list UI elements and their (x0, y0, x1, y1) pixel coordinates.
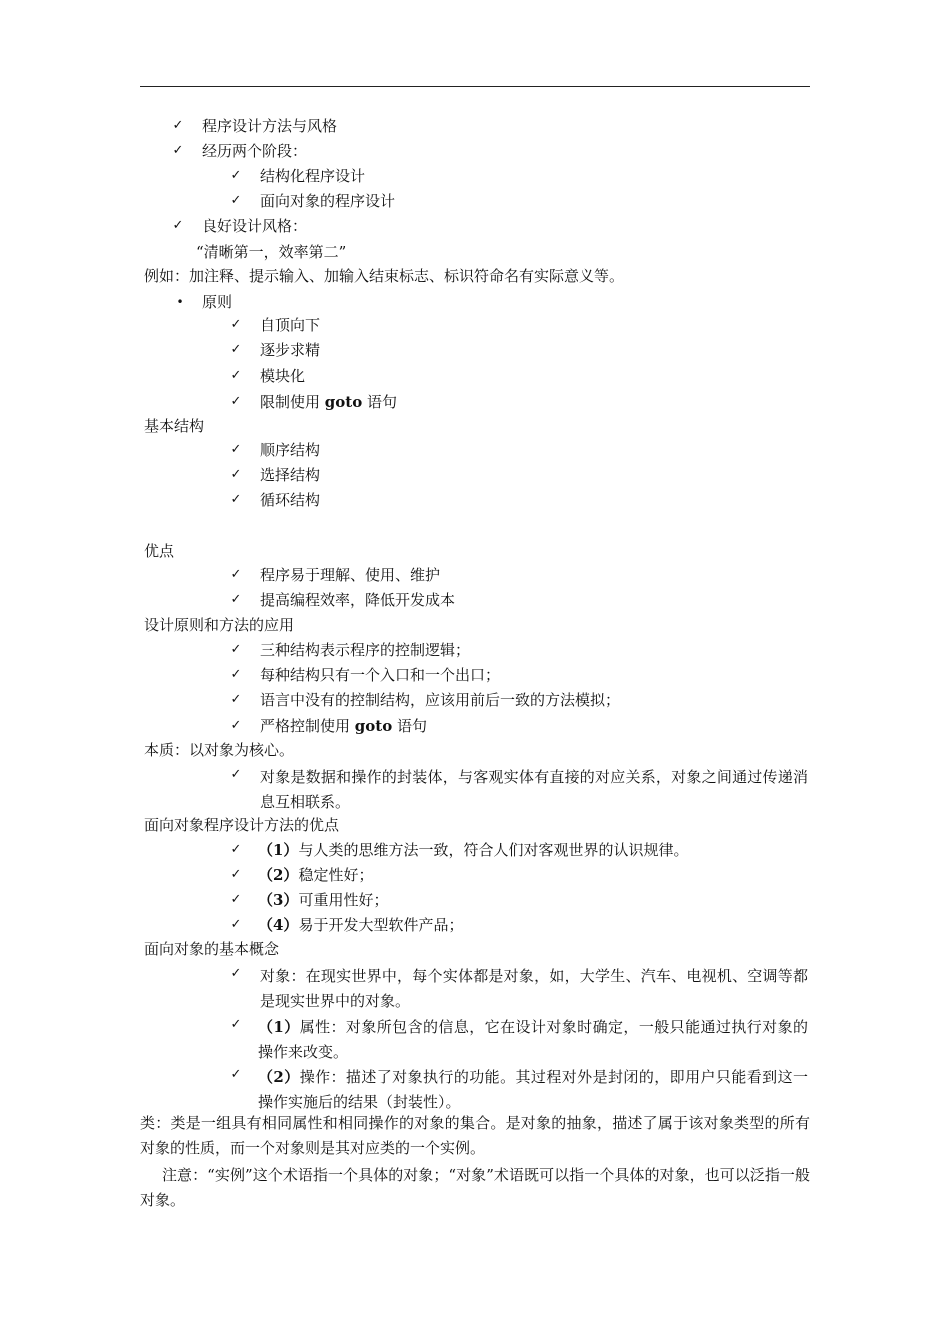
list-item-text: （1）与人类的思维方法一致，符合人们对客观世界的认识规律。 (258, 841, 689, 859)
list-item (0, 716, 950, 736)
concepts-title: 面向对象的基本概念 (144, 940, 280, 958)
check-icon: ✓ (230, 667, 242, 682)
check-icon: ✓ (230, 1017, 242, 1032)
list-item (0, 141, 950, 161)
check-icon: ✓ (230, 368, 242, 383)
list-item (0, 440, 950, 460)
check-icon: ✓ (172, 143, 184, 158)
check-icon: ✓ (172, 218, 184, 233)
list-item-text: （3）可重用性好； (258, 891, 389, 909)
check-icon: ✓ (172, 118, 184, 133)
check-icon: ✓ (230, 1067, 242, 1082)
essence-title: 本质：以对象为核心。 (144, 741, 295, 759)
check-icon: ✓ (230, 867, 242, 882)
list-item-text: 逐步求精 (260, 341, 321, 359)
list-item-text: 自顶向下 (260, 316, 321, 334)
check-icon: ✓ (230, 767, 242, 782)
check-icon: ✓ (230, 592, 242, 607)
list-item-text: 模块化 (260, 367, 306, 385)
list-item-text: 严格控制使用 goto 语句 (260, 717, 427, 735)
list-item-text: 面向对象的程序设计 (260, 192, 396, 210)
check-icon: ✓ (230, 917, 242, 932)
check-icon: ✓ (230, 342, 242, 357)
principles-heading (0, 292, 950, 312)
check-icon: ✓ (230, 966, 242, 981)
section-heading (0, 740, 950, 760)
section-heading (0, 939, 950, 959)
oop-adv-title: 面向对象程序设计方法的优点 (144, 816, 340, 834)
list-item (0, 191, 950, 211)
list-item-text: 提高编程效率，降低开发成本 (260, 591, 456, 609)
check-icon: ✓ (230, 842, 242, 857)
list-item-text: 每种结构只有一个入口和一个出口； (260, 666, 501, 684)
list-item-text: 良好设计风格： (202, 217, 308, 235)
list-item-text: （2）稳定性好； (258, 866, 374, 884)
application-title: 设计原则和方法的应用 (144, 616, 295, 634)
check-icon: ✓ (230, 442, 242, 457)
check-icon: ✓ (230, 467, 242, 482)
list-item-text: 程序设计方法与风格 (202, 117, 338, 135)
check-icon: ✓ (230, 168, 242, 183)
list-item-text: （4）易于开发大型软件产品； (258, 916, 464, 934)
section-heading (0, 541, 950, 561)
check-icon: ✓ (230, 718, 242, 733)
check-icon: ✓ (230, 492, 242, 507)
check-icon: ✓ (230, 692, 242, 707)
list-item-text: 循环结构 (260, 491, 321, 509)
structure-title: 基本结构 (144, 417, 205, 435)
check-icon: ✓ (230, 394, 242, 409)
list-item (0, 665, 950, 685)
check-icon: ✓ (230, 567, 242, 582)
list-item-text: 程序易于理解、使用、维护 (260, 566, 441, 584)
list-item-text: 三种结构表示程序的控制逻辑； (260, 641, 471, 659)
list-item-text: 对象：在现实世界中，每个实体都是对象，如，大学生、汽车、电视机、空调等都是现实世界中的对象。 (260, 967, 808, 1010)
list-item (0, 1015, 950, 1065)
list-item (0, 490, 950, 510)
list-item (0, 392, 950, 412)
list-item (0, 840, 950, 860)
list-item (0, 166, 950, 186)
list-item (0, 465, 950, 485)
section-heading (0, 815, 950, 835)
section-heading (0, 615, 950, 635)
quote-line (0, 242, 950, 262)
quote-text: “清晰第一，效率第二” (196, 243, 347, 261)
list-item (0, 865, 950, 885)
list-item-text: （2）操作：描述了对象执行的功能。其过程对外是封闭的，即用户只能看到这一操作实施后的结果（封装性）。 (258, 1068, 808, 1111)
bullet-icon: • (176, 295, 184, 309)
check-icon: ✓ (230, 642, 242, 657)
check-icon: ✓ (230, 193, 242, 208)
list-item (0, 366, 950, 386)
note-paragraph: 注意：“实例”这个术语指一个具体的对象；“对象”术语既可以指一个具体的对象，也可以泛指一般对象。 (140, 1166, 810, 1209)
header-rule (140, 86, 810, 87)
list-item-text: 对象是数据和操作的封装体，与客观实体有直接的对应关系，对象之间通过传递消息互相联系。 (260, 768, 808, 811)
list-item-text: 顺序结构 (260, 441, 321, 459)
list-item (0, 890, 950, 910)
list-item (0, 216, 950, 236)
list-item (0, 690, 950, 710)
list-item-text: 经历两个阶段： (202, 142, 308, 160)
section-heading (0, 416, 950, 436)
check-icon: ✓ (230, 317, 242, 332)
list-item-text: 选择结构 (260, 466, 321, 484)
principles-title: 原则 (202, 293, 233, 311)
list-item-text: （1）属性：对象所包含的信息，它在设计对象时确定，一般只能通过执行对象的操作来改变。 (258, 1018, 808, 1061)
example-line (0, 266, 950, 286)
list-item (0, 315, 950, 335)
list-item (0, 565, 950, 585)
list-item (0, 640, 950, 660)
list-item (0, 340, 950, 360)
check-icon: ✓ (230, 892, 242, 907)
list-item-text: 限制使用 goto 语句 (260, 393, 397, 411)
list-item (0, 915, 950, 935)
list-item-text: 语言中没有的控制结构，应该用前后一致的方法模拟； (260, 691, 621, 709)
example-text: 例如：加注释、提示输入、加输入结束标志、标识符命名有实际意义等。 (144, 267, 625, 285)
list-item (0, 590, 950, 610)
list-item (0, 765, 950, 815)
list-item (0, 964, 950, 1014)
class-paragraph: 类：类是一组具有相同属性和相同操作的对象的集合。是对象的抽象，描述了属于该对象类型的所有对象的性质，而一个对象则是其对应类的一个实例。 (140, 1114, 810, 1157)
advantages-title: 优点 (144, 542, 175, 560)
list-item (0, 116, 950, 136)
list-item (0, 1065, 950, 1115)
list-item-text: 结构化程序设计 (260, 167, 366, 185)
